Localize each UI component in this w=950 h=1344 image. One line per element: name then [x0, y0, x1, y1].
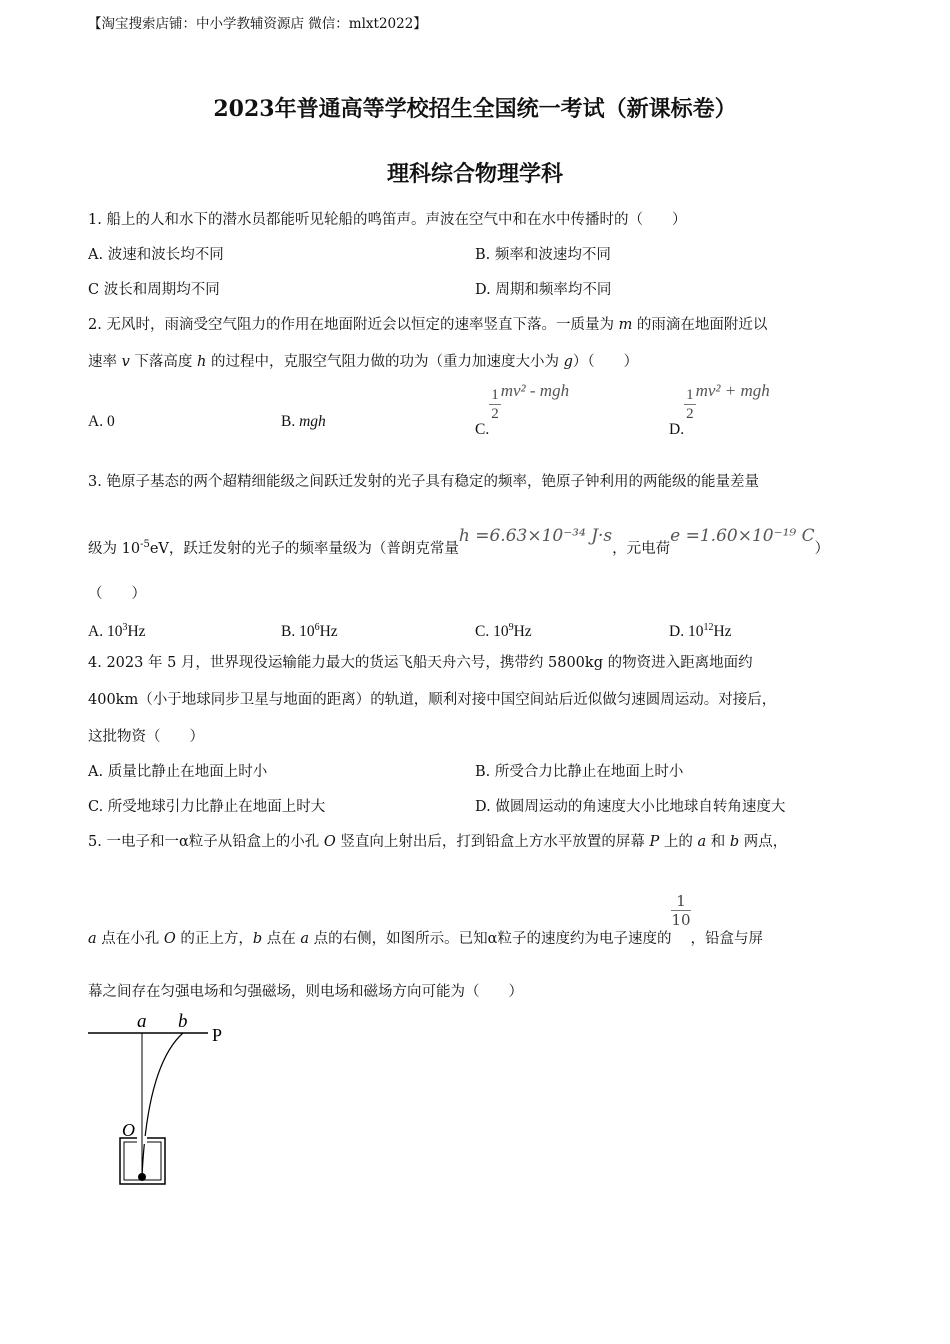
curved-path: [142, 1033, 183, 1177]
q4-option-b: B. 所受合力比静止在地面上时小: [475, 764, 684, 780]
label-P: P: [212, 1025, 223, 1045]
q3-option-a: A. $10^3Hz$: [88, 622, 146, 641]
q4-option-d: D. 做圆周运动的角速度大小比地球自转角速度大: [475, 799, 786, 815]
q1-option-c: C 波长和周期均不同: [88, 282, 220, 298]
q4-option-a: A. 质量比静止在地面上时小: [88, 764, 268, 780]
question-2-line-2: 速率 v 下落高度 h 的过程中，克服空气阻力做的功为（重力加速度大小为 g）（ ）: [88, 354, 639, 370]
question-4-line-2: 400km（小于地球同步卫星与地面的距离）的轨道，顺利对接中国空间站后近似做匀速圆周运动。对接后，: [88, 692, 777, 708]
page-subtitle: 理科综合物理学科: [386, 161, 563, 187]
source-dot: [138, 1173, 146, 1181]
q3-option-d: D. $10^{12}Hz$: [669, 622, 732, 641]
question-3-line-1: 3. 铯原子基态的两个超精细能级之间跃迁发射的光子具有稳定的频率，铯原子钟利用的两能级的能量差量: [88, 474, 759, 490]
question-1-stem: 1. 船上的人和水下的潜水员都能听见轮船的鸣笛声。声波在空气中和在水中传播时的（ ）: [88, 212, 687, 228]
q4-option-c: C. 所受地球引力比静止在地面上时大: [88, 799, 326, 815]
question-4-line-3: 这批物资（ ）: [88, 729, 204, 745]
label-b: b: [178, 1011, 188, 1032]
q2-option-d: D. $\frac{1}{2}$ mv² + mgh: [669, 381, 770, 439]
question-5-line-2: a 点在小孔 O 的正上方，b 点在 a 点的右侧，如图所示。已知α粒子的速度约为电子速度的 $\frac{1}{10}$ ，铅盒与屏: [88, 892, 764, 947]
deflection-figure: [85, 1005, 245, 1195]
question-5-line-1: 5. 一电子和一α粒子从铅盒上的小孔 O 竖直向上射出后，打到铅盒上方水平放置的屏幕 P 上的 a 和 b 两点，: [88, 834, 788, 850]
fraction-one-tenth: $\frac{1}{10}$: [671, 892, 691, 929]
fraction-one-half: $\frac{1}{2}$: [491, 387, 499, 422]
fraction-one-half: $\frac{1}{2}$: [686, 387, 694, 422]
q1-option-a: A. 波速和波长均不同: [88, 247, 224, 263]
q3-option-c: C. $10^9Hz$: [475, 622, 532, 641]
question-3-line-2: 级为 $10^{-5}eV$，跃迁发射的光子的频率量级为（普朗克常量h =6.63×10⁻³⁴ J·s，元电荷e =1.60×10⁻¹⁹ C）: [88, 525, 830, 557]
page-title: 2023年普通高等学校招生全国统一考试（新课标卷）: [213, 96, 737, 122]
q1-option-b: B. 频率和波速均不同: [475, 247, 611, 263]
label-O: O: [122, 1120, 135, 1140]
q2-option-b: B. mgh: [281, 413, 326, 430]
q2-option-c: C. $\frac{1}{2}$ mv² - mgh: [475, 381, 570, 439]
q2-option-a: A. 0: [88, 413, 115, 430]
label-a: a: [137, 1011, 147, 1032]
elementary-charge: e =1.60×10⁻¹⁹ C: [670, 525, 815, 546]
page-header: 【淘宝搜索店铺：中小学教辅资源店 微信：mlxt2022】: [88, 16, 427, 32]
question-4-line-1: 4. 2023 年 5 月，世界现役运输能力最大的货运飞船天舟六号，携带约 5800kg 的物资进入距离地面约: [88, 655, 753, 671]
planck-constant: h =6.63×10⁻³⁴ J·s: [458, 525, 613, 546]
q1-option-d: D. 周期和频率均不同: [475, 282, 612, 298]
question-3-answer-paren: （ ）: [88, 586, 146, 602]
question-5-line-3: 幕之间存在匀强电场和匀强磁场，则电场和磁场方向可能为（ ）: [88, 984, 523, 1000]
q3-option-b: B. $10^6Hz$: [281, 622, 338, 641]
question-2-line-1: 2. 无风时，雨滴受空气阻力的作用在地面附近会以恒定的速率竖直下落。一质量为 m 的雨滴在地面附近以: [88, 317, 768, 333]
